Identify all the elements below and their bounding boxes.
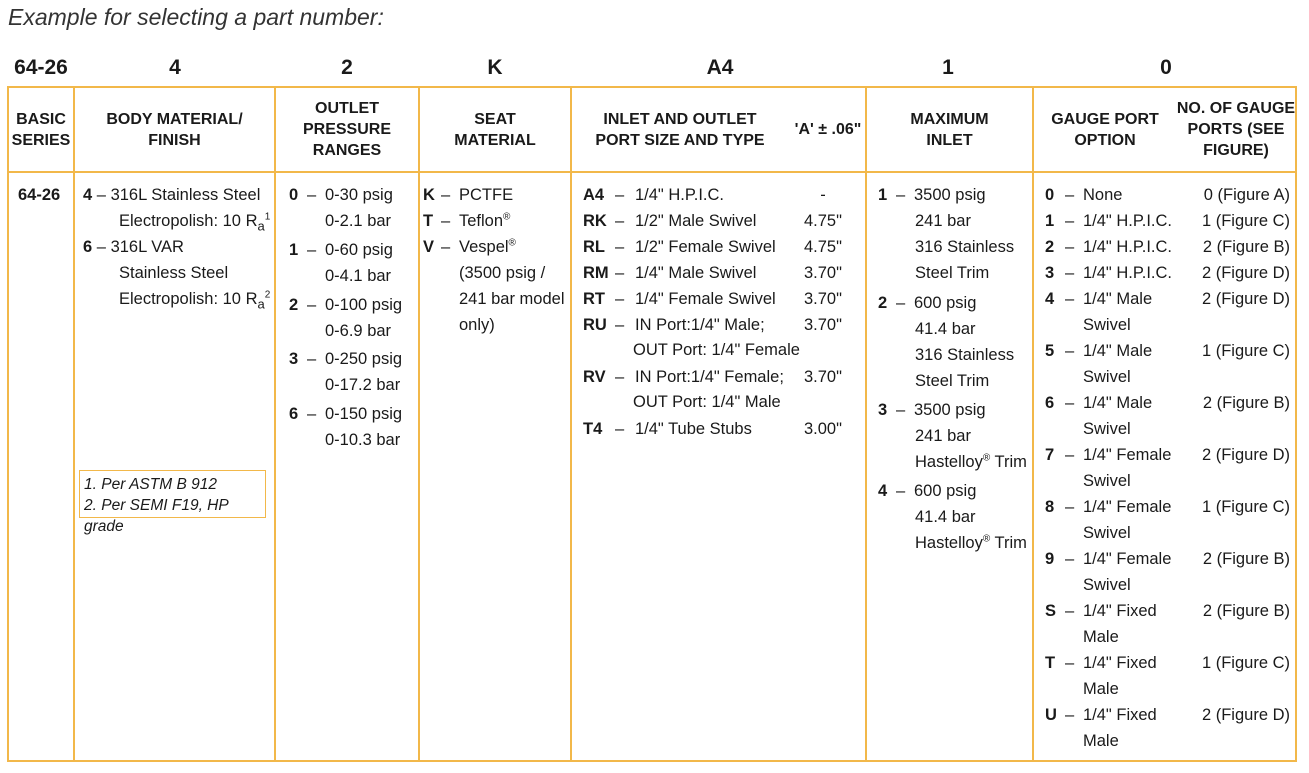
header-divider [7,171,1297,173]
row [915,260,989,286]
row [325,427,400,453]
dash: – [1065,446,1075,464]
dash: – [307,350,317,368]
gauge-desc-2: Swivel [1083,368,1131,386]
dash: – [615,368,625,386]
body-code: 4 [83,186,93,204]
seat-code: T [423,212,434,230]
seat-text: Vespel [459,238,509,256]
header-gauge-port: GAUGE PORT OPTION [1051,110,1159,149]
dash: – [307,296,317,314]
header-seat-material: SEAT MATERIAL [454,110,536,149]
gauge-figure: 2 (Figure B) [1202,550,1290,568]
row [915,234,1014,260]
row [289,401,402,427]
a-dimension: 3.00" [804,420,842,438]
dash: – [441,238,451,256]
dash: – [896,294,906,312]
row [1083,520,1131,546]
seat-note: (3500 psig / [459,264,546,282]
dash: – [615,420,625,438]
row [633,337,800,363]
inlet-text: 600 psig [914,482,977,500]
row [459,286,565,312]
gauge-figure: 2 (Figure B) [1202,394,1290,412]
gauge-code: U [1045,706,1057,724]
row [915,530,1027,556]
gauge-code: 2 [1045,238,1055,256]
outlet-psig: 0-100 psig [325,296,403,314]
outlet-psig: 0-60 psig [325,241,393,259]
inlet-text: Hastelloy [915,534,983,552]
row [289,182,393,208]
port-code: RT [583,290,605,308]
gauge-desc: 1/4" H.P.I.C. [1083,212,1173,230]
dash: – [1065,290,1075,308]
inlet-text: 3500 psig [914,401,986,419]
row [583,182,724,208]
gauge-desc: 1/4" Male [1083,394,1153,412]
row [798,416,848,442]
row [1045,208,1290,234]
row [1045,546,1290,572]
gauge-desc: 1/4" Female [1083,498,1172,516]
row [878,397,986,423]
row [1045,390,1290,416]
dash: – [1065,264,1075,282]
dash: – [307,405,317,423]
outlet-code: 6 [289,405,299,423]
a-dimension: 3.70" [804,316,842,334]
inlet-text: 316 Stainless [915,346,1015,364]
port-desc: 1/2" Male Swivel [635,212,757,230]
example-seat: K [487,56,503,79]
row [1045,234,1290,260]
outlet-bar: 0-10.3 bar [325,431,401,449]
port-desc-2: OUT Port: 1/4" Female [633,341,800,359]
seat-note: 241 bar model [459,290,565,308]
column-divider [418,86,420,762]
port-code: A4 [583,186,605,204]
a-dimension: 3.70" [804,368,842,386]
row [289,292,402,318]
row [1045,650,1290,676]
outlet-code: 0 [289,186,299,204]
row [1045,182,1290,208]
port-desc: 1/4" Male Swivel [635,264,757,282]
inlet-code: 2 [878,294,888,312]
dash: – [1065,342,1075,360]
port-code: RL [583,238,605,256]
port-code: T4 [583,420,603,438]
dash: – [1065,186,1075,204]
row [423,182,513,208]
gauge-desc-2: Swivel [1083,576,1131,594]
inlet-text: 241 bar [915,427,971,445]
row [1083,572,1131,598]
port-desc-2: OUT Port: 1/4" Male [633,393,781,411]
gauge-desc: 1/4" Female [1083,550,1172,568]
port-desc: IN Port:1/4" Female; [635,368,784,386]
page-title: Example for selecting a part number: [8,4,384,30]
row [798,364,848,390]
dash: – [307,186,317,204]
row [878,290,976,316]
port-desc: 1/4" H.P.I.C. [635,186,725,204]
footnote: 2. Per SEMI F19, HP grade [84,497,229,535]
example-body: 4 [169,56,181,79]
seat-text: PCTFE [459,186,514,204]
outlet-bar: 0-4.1 bar [325,267,392,285]
header-outlet-pressure: OUTLET PRESSURE RANGES [302,100,392,159]
row [878,182,986,208]
gauge-desc: None [1083,186,1123,204]
registered-mark: ® [982,533,991,545]
row [798,208,848,234]
inlet-text: Trim [990,534,1027,552]
body-option-line: Electropolish: 10 $R_a^2$ [119,289,271,312]
gauge-figure: 0 (Figure A) [1203,186,1290,204]
registered-mark: ® [508,237,516,249]
port-desc: IN Port:1/4" Male; [635,316,765,334]
column-divider [570,86,572,762]
row [1045,598,1290,624]
gauge-figure: 2 (Figure D) [1201,264,1290,282]
header-basic-series: BASIC SERIES [11,110,71,149]
row [915,368,989,394]
port-code: RK [583,212,607,230]
inlet-text: Steel Trim [915,264,990,282]
body-text: 316L Stainless Steel [110,186,261,204]
body-code: 6 [83,238,93,256]
row [423,208,510,234]
row [1045,494,1290,520]
header-a-dimension: 'A' ± .06" [794,121,862,138]
row [583,208,756,234]
row [1083,624,1119,650]
dash: – [615,238,625,256]
column-divider [73,86,75,762]
port-code: RM [583,264,609,282]
dash: – [615,186,625,204]
header-no-gauge: NO. OF GAUGE PORTS (SEE FIGURE) [1176,100,1296,159]
header-max-inlet: MAXIMUM INLET [910,110,989,149]
gauge-desc-2: Male [1083,680,1119,698]
dash: – [1065,602,1075,620]
row [583,286,776,312]
seat-text: Teflon [459,212,504,230]
dash: – [1065,394,1075,412]
footnote: 1. Per ASTM B 912 [84,476,217,493]
row [423,234,516,260]
gauge-desc-2: Male [1083,628,1119,646]
row [915,316,976,342]
gauge-figure: 2 (Figure B) [1202,602,1290,620]
dash: – [896,401,906,419]
seat-code: V [423,238,435,256]
inlet-code: 3 [878,401,888,419]
inlet-text: 3500 psig [914,186,986,204]
gauge-code: 7 [1045,446,1055,464]
outlet-psig: 0-150 psig [325,405,403,423]
row [1083,676,1119,702]
port-code: RU [583,316,607,334]
outlet-bar: 0-2.1 bar [325,212,392,230]
dash: – [896,186,906,204]
gauge-code: 4 [1045,290,1055,308]
a-dimension: 4.75" [804,212,842,230]
outlet-bar: 0-6.9 bar [325,322,392,340]
body-text: 316L VAR [110,238,184,256]
row [325,318,391,344]
body-option-line: Electropolish: 10 $R_a^1$ [119,211,271,234]
gauge-desc: 1/4" H.P.I.C. [1083,238,1173,256]
gauge-desc: 1/4" Fixed [1083,602,1157,620]
gauge-desc-2: Swivel [1083,420,1131,438]
gauge-figure: 1 (Figure C) [1201,212,1290,230]
example-series: 64-26 [14,56,68,79]
inlet-text: 241 bar [915,212,971,230]
gauge-desc: 1/4" Fixed [1083,706,1157,724]
dash: – [96,238,106,256]
inlet-text: Steel Trim [915,372,990,390]
outlet-code: 1 [289,241,299,259]
row [289,346,402,372]
dash: – [1065,238,1075,256]
outlet-bar: 0-17.2 bar [325,376,401,394]
column-divider [865,86,867,762]
row [798,286,848,312]
row [798,260,848,286]
row [583,234,776,260]
row [325,263,391,289]
gauge-figure: 1 (Figure C) [1201,654,1290,672]
dash: – [1065,212,1075,230]
gauge-figure: 1 (Figure C) [1201,498,1290,516]
body-option [83,234,184,260]
row [798,182,848,208]
row [633,389,781,415]
gauge-desc-2: Male [1083,732,1119,750]
row [915,423,971,449]
row [459,260,545,286]
outlet-psig: 0-250 psig [325,350,403,368]
a-dimension: 4.75" [804,238,842,256]
gauge-desc-2: Swivel [1083,472,1131,490]
a-dimension: 3.70" [804,264,842,282]
dash: – [1065,498,1075,516]
outlet-code: 2 [289,296,299,314]
dash: – [1065,550,1075,568]
a-dimension: 3.70" [804,290,842,308]
dash: – [615,316,625,334]
row [583,312,765,338]
outlet-psig: 0-30 psig [325,186,393,204]
body-option-line: Stainless Steel [119,264,229,282]
row [583,364,784,390]
inlet-text: 600 psig [914,294,977,312]
row [1083,312,1131,338]
inlet-text: Trim [990,453,1027,471]
gauge-code: 9 [1045,550,1055,568]
row [915,208,971,234]
row [798,234,848,260]
gauge-desc-2: Swivel [1083,524,1131,542]
gauge-code: 0 [1045,186,1055,204]
row [1045,338,1290,364]
port-desc: 1/4" Tube Stubs [635,420,752,438]
outlet-code: 3 [289,350,299,368]
column-divider [274,86,276,762]
row [915,449,1027,475]
row [1083,364,1131,390]
body-option [83,182,260,208]
gauge-figure: 2 (Figure D) [1201,446,1290,464]
gauge-figure: 2 (Figure D) [1201,706,1290,724]
row [289,237,393,263]
example-inlet: 1 [942,56,954,79]
gauge-code: 8 [1045,498,1055,516]
header-inlet-outlet: INLET AND OUTLET PORT SIZE AND TYPE [595,110,765,149]
gauge-desc: 1/4" Male [1083,342,1153,360]
column-divider [1032,86,1034,762]
row [915,504,976,530]
row [459,312,495,338]
row [583,416,752,442]
gauge-desc-2: Swivel [1083,316,1131,334]
row [1045,260,1290,286]
row [1045,702,1290,728]
inlet-code: 1 [878,186,888,204]
gauge-desc: 1/4" Male [1083,290,1153,308]
basic-series-value: 64-26 [18,186,61,204]
row [1045,286,1290,312]
inlet-text: Hastelloy [915,453,983,471]
gauge-code: 6 [1045,394,1055,412]
gauge-code: T [1045,654,1056,672]
port-desc: 1/4" Female Swivel [635,290,776,308]
dash: – [96,186,106,204]
inlet-code: 4 [878,482,888,500]
gauge-code: 3 [1045,264,1055,282]
example-outlet: 2 [341,56,353,79]
gauge-desc: 1/4" Female [1083,446,1172,464]
row [1045,442,1290,468]
dash: – [441,186,451,204]
gauge-figure: 1 (Figure C) [1201,342,1290,360]
row [878,478,976,504]
dash: – [307,241,317,259]
row [1083,468,1131,494]
dash: – [1065,706,1075,724]
a-dimension: - [820,186,826,204]
footnote-box [79,470,266,535]
dash: – [615,212,625,230]
port-code: RV [583,368,606,386]
seat-note: only) [459,316,495,334]
inlet-text: 41.4 bar [915,508,976,526]
example-port: A4 [706,56,734,79]
gauge-figure: 2 (Figure B) [1202,238,1290,256]
row [583,260,756,286]
dash: – [441,212,451,230]
gauge-code: S [1045,602,1057,620]
row [798,312,848,338]
registered-mark: ® [503,211,511,223]
dash: – [1065,654,1075,672]
gauge-figure: 2 (Figure D) [1201,290,1290,308]
gauge-code: 5 [1045,342,1055,360]
row [325,372,400,398]
inlet-text: 316 Stainless [915,238,1015,256]
port-desc: 1/2" Female Swivel [635,238,776,256]
row [1083,728,1119,754]
dash: – [615,264,625,282]
gauge-desc: 1/4" H.P.I.C. [1083,264,1173,282]
header-body-material: BODY MATERIAL/ FINISH [106,110,243,149]
row [1083,416,1131,442]
row [325,208,391,234]
gauge-desc: 1/4" Fixed [1083,654,1157,672]
seat-code: K [423,186,435,204]
example-gauge: 0 [1160,56,1172,79]
registered-mark: ® [982,452,991,464]
dash: – [615,290,625,308]
gauge-code: 1 [1045,212,1055,230]
dash: – [896,482,906,500]
row [915,342,1014,368]
inlet-text: 41.4 bar [915,320,976,338]
